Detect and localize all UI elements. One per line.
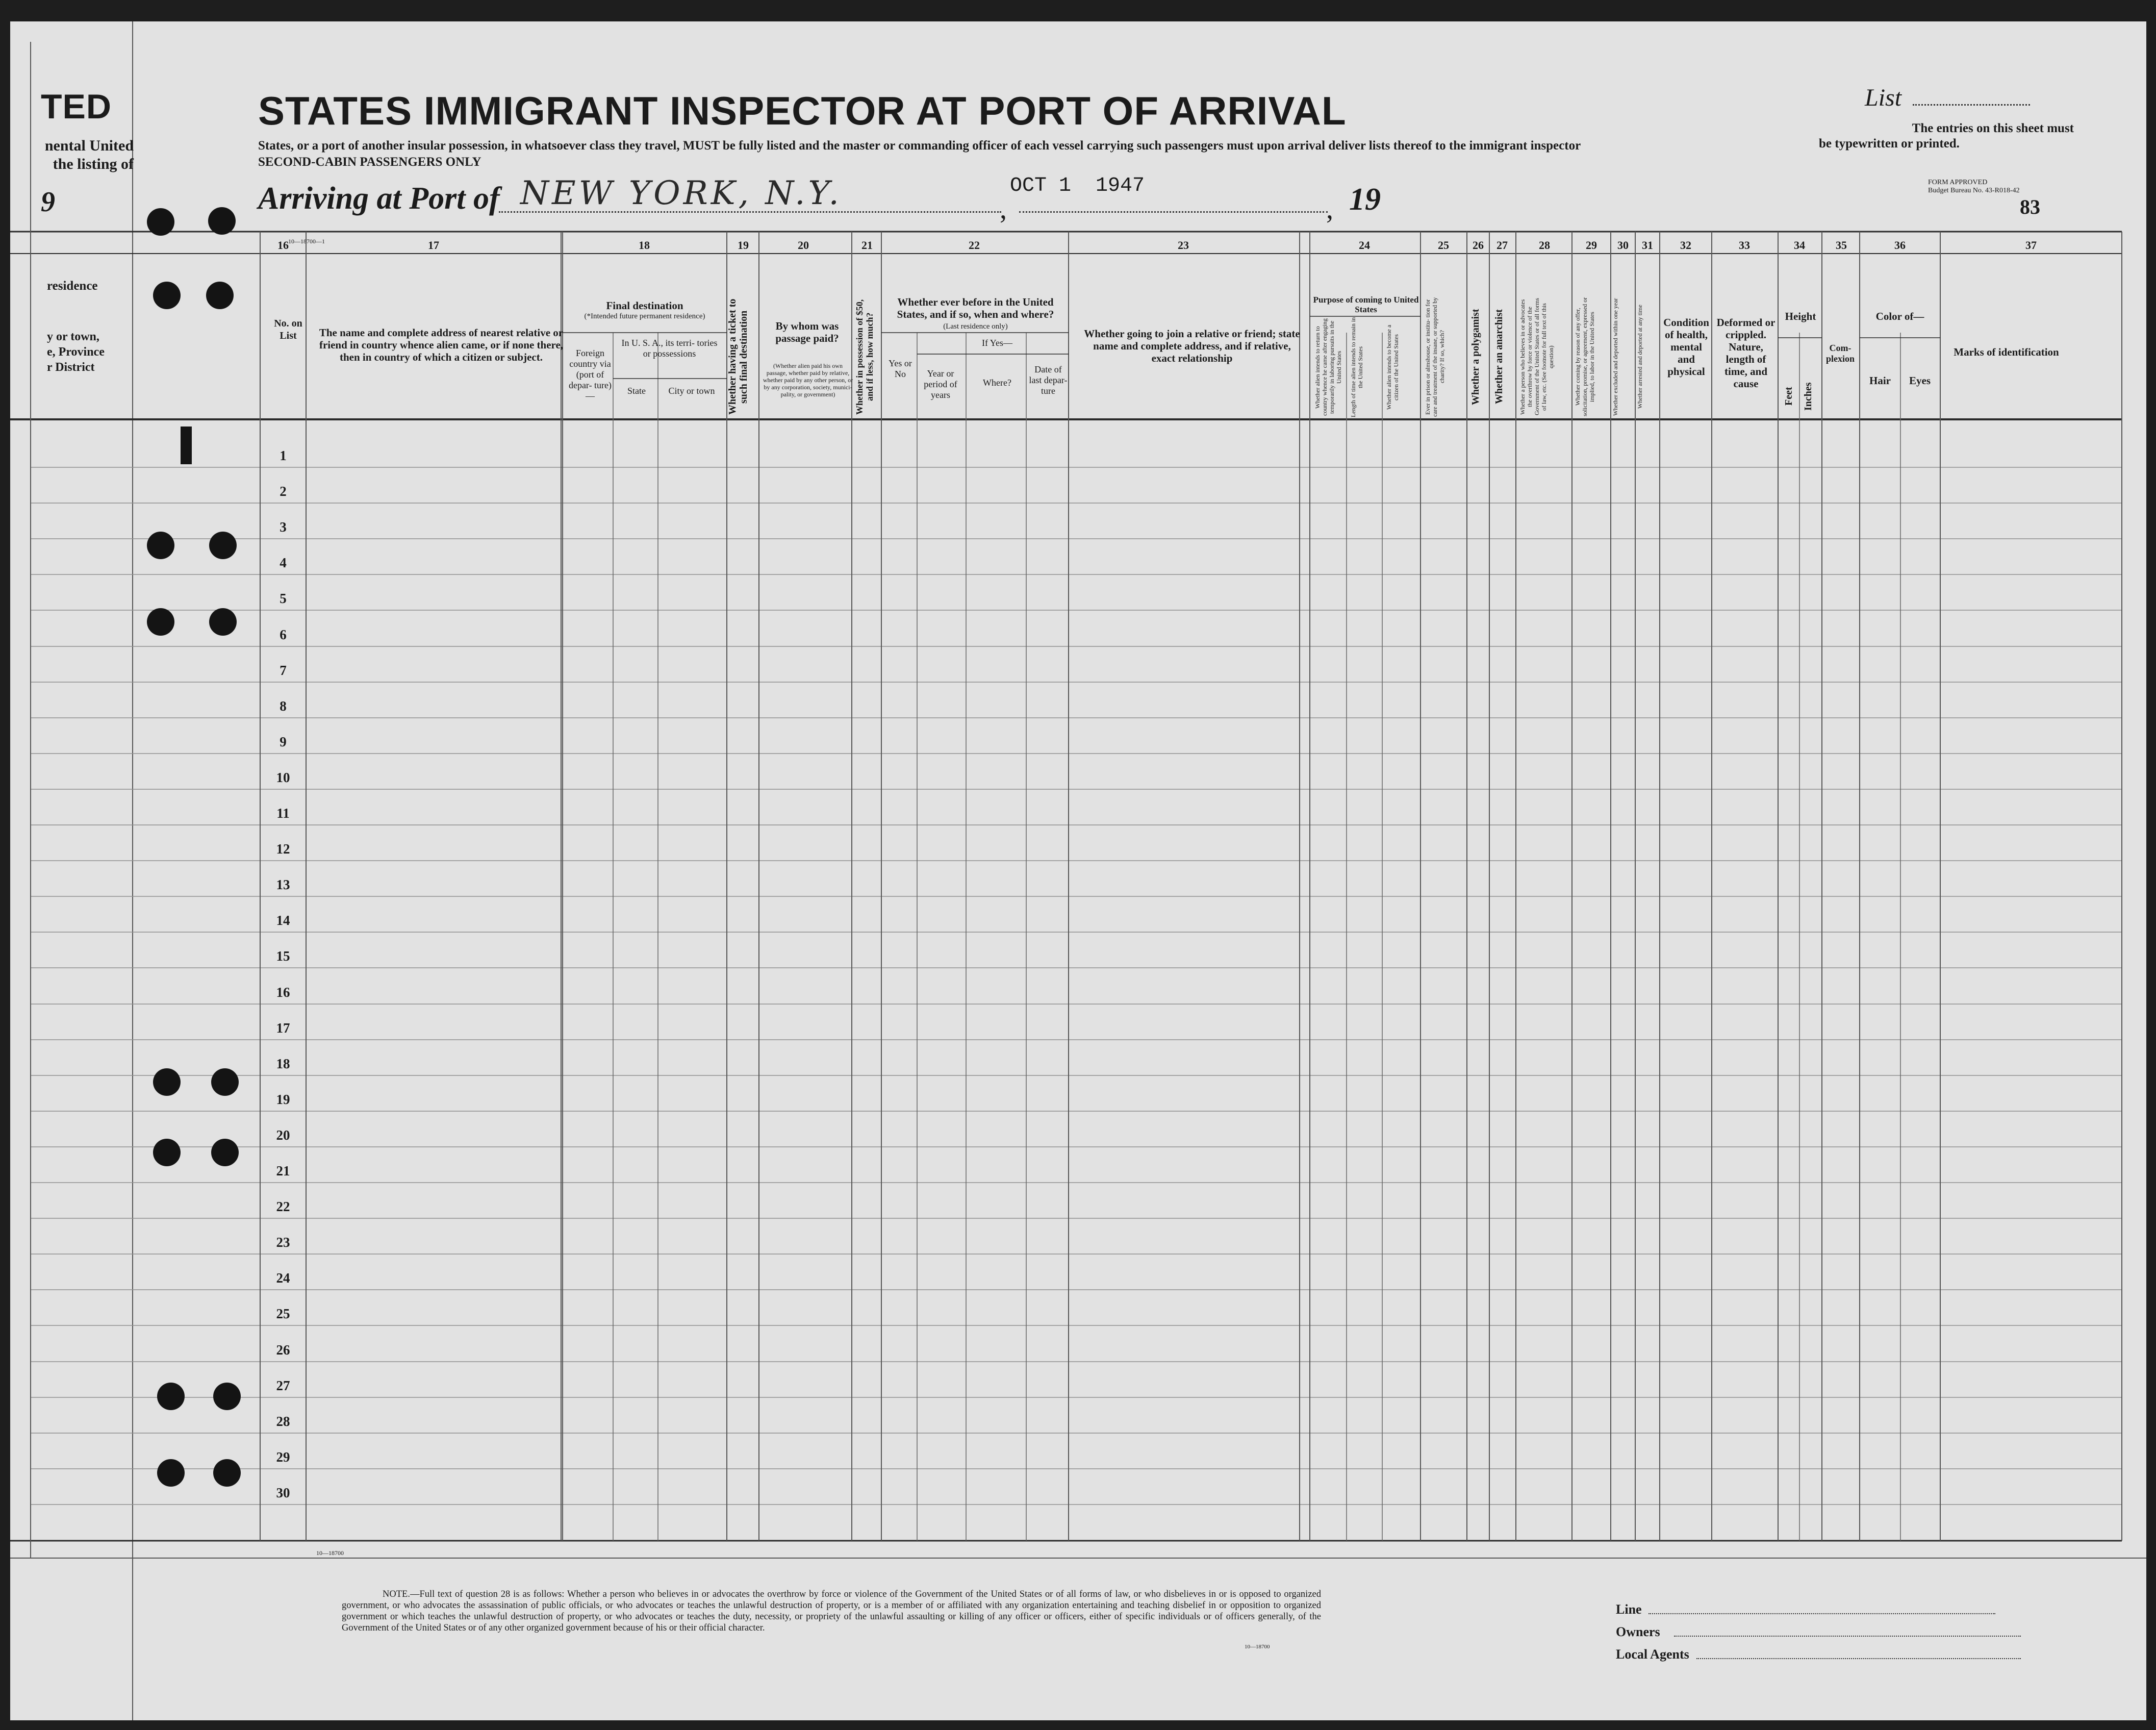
footnote-code: 10—18700 (1245, 1644, 1270, 1650)
row-number: 15 (276, 948, 290, 964)
punch-hole (157, 1383, 185, 1410)
bottom-code: 10—18700 (316, 1549, 344, 1557)
page-title: STATES IMMIGRANT INSPECTOR AT PORT OF ARRIVAL (258, 88, 1347, 133)
city-header: City or town (668, 386, 715, 396)
foreign-country-header: Foreign country via (port of depar- ture)— (568, 348, 612, 401)
labor-offer-header: Whether coming by reason of any offer, solicitation, promise, or agreement, expressed or implied, to labor in the United States (1574, 297, 1595, 417)
arriving-label: Arriving at Port of (258, 181, 500, 216)
row-number: 29 (276, 1449, 290, 1465)
prison-header: Ever in prison or almshouse, or institu- tion for care and treatment of the insane, or supported by charity? If so, which? (1424, 297, 1445, 417)
table-grid (10, 21, 2146, 1720)
no-on-list-header: No. on List (274, 318, 302, 341)
row-number: 7 (280, 663, 287, 678)
row-number: 14 (276, 913, 290, 928)
sheet-number: 83 (2020, 195, 2040, 218)
inches-header: Inches (1803, 382, 1814, 411)
left-district-label: r District (47, 361, 95, 374)
if-yes-header: If Yes— (981, 338, 1012, 348)
punch-hole (209, 608, 237, 636)
punch-hole (213, 1383, 241, 1410)
column-number: 24 (1359, 239, 1370, 252)
left-city-label: y or town, (47, 330, 99, 343)
left-fragment-line1: nental United (44, 137, 134, 154)
line-label: Line (1616, 1602, 1642, 1617)
budget-bureau: Budget Bureau No. 43-R018-42 (1928, 187, 2020, 194)
year-period-header: Year or period of years (924, 368, 957, 400)
punch-hole (153, 1139, 181, 1166)
row-number: 20 (276, 1127, 290, 1143)
column-number: 36 (1894, 239, 1906, 252)
row-number: 28 (276, 1414, 290, 1429)
ever-before-sub: (Last residence only) (943, 322, 1008, 331)
row-number: 27 (276, 1378, 290, 1393)
punch-hole (153, 1068, 181, 1096)
comma-mark: , (1326, 193, 1333, 225)
date-line (1019, 211, 1328, 213)
column-number: 23 (1178, 239, 1189, 252)
row-number: 26 (276, 1342, 290, 1358)
punch-hole (213, 1459, 241, 1487)
column-number: 27 (1496, 239, 1508, 252)
column-number: 16 (277, 239, 289, 252)
left-fragment-digit: 9 (41, 186, 55, 218)
column-number: 28 (1539, 239, 1550, 252)
column-number: 25 (1438, 239, 1449, 252)
where-header: Where? (983, 378, 1011, 388)
row-number: 9 (280, 734, 287, 749)
row-number: 3 (280, 519, 287, 535)
date-departure-header: Date of last depar- ture (1029, 364, 1068, 396)
fifty-dollars-header: Whether in possession of $50, and if less, how much? (854, 299, 875, 415)
column-number: 21 (861, 239, 873, 252)
row-number: 2 (280, 484, 287, 499)
column-number: 37 (2025, 239, 2037, 252)
header-subtitle: States, or a port of another insular possession, in whatsoever class they travel, MUST be fully listed and the master or commanding officer of each vessel carrying such passengers must upon arrival deliver lists thereof to the immigrant inspector (258, 139, 1581, 153)
ever-before-header: Whether ever before in the United States, and if so, when and where? (897, 296, 1054, 320)
row-number: 10 (276, 770, 290, 785)
column-number: 33 (1739, 239, 1750, 252)
color-of-header: Color of— (1875, 310, 1924, 322)
punch-hole (147, 208, 174, 236)
ink-mark (181, 427, 192, 464)
usa-header: In U. S. A., its terri- tories or possessions (621, 338, 718, 359)
manifest-sheet (10, 21, 2146, 1720)
footnote: NOTE.—Full text of question 28 is as follows: Whether a person who believes in or advocates the overthrow by force or violence of the Government of the United States or of all forms of law, or who disbelieves in or is opposed to organized government, or who advocates the assassination of public officials, or who advocates or teaches the unlawful destruction of property, or is a member of or affiliated with any organization entertaining and teaching disbelief in or opposition to organized government or which teaches the unlawful destruction of property, or who advocates or teaches the duty, necessity, or propriety of the unlawful assaulting or killing of any officer or officers, either of specific individuals or of officers generally, of the Government of the United States or of any other organized government because of his or their official character. (342, 1589, 1321, 1633)
left-fragment-title: TED (41, 87, 112, 126)
column-number: 20 (798, 239, 809, 252)
purpose-citizen-header: Whether alien intends to become a citizen of the United States (1385, 324, 1400, 410)
join-relative-header: Whether going to join a relative or friend; state name and complete address, and if relative, exact relationship (1084, 328, 1300, 364)
punch-hole (211, 1068, 239, 1096)
comma-mark: , (1000, 193, 1007, 225)
yes-no-header: Yes or No (889, 358, 912, 379)
owners-label: Owners (1616, 1624, 1660, 1639)
row-number: 24 (276, 1270, 290, 1286)
column-number: 22 (969, 239, 980, 252)
column-number: 29 (1586, 239, 1597, 252)
local-agents-field (1696, 1658, 2021, 1659)
row-number: 19 (276, 1092, 290, 1107)
column-number: 31 (1642, 239, 1653, 252)
row-number: 6 (280, 627, 287, 642)
purpose-length-header: Length of time alien intends to remain in the United States (1350, 317, 1364, 418)
list-line (1913, 104, 2030, 106)
row-number: 11 (276, 806, 290, 821)
row-number: 22 (276, 1199, 290, 1214)
punch-hole (209, 532, 237, 559)
column-number: 32 (1680, 239, 1691, 252)
stamp-date: OCT 1 1947 (1010, 174, 1145, 197)
left-fragment-line2: the listing of (53, 156, 134, 172)
column-number: 30 (1617, 239, 1629, 252)
excluded-header: Whether excluded and deported within one year (1612, 298, 1619, 416)
row-number: 1 (280, 448, 287, 463)
purpose-header: Purpose of coming to United States (1313, 295, 1419, 314)
row-number: 16 (276, 985, 290, 1000)
row-number: 13 (276, 877, 290, 892)
row-number: 30 (276, 1485, 290, 1500)
column-number: 17 (428, 239, 439, 252)
row-number: 5 (280, 591, 287, 606)
final-destination-sub: (*Intended future permanent residence) (584, 312, 705, 320)
local-agents-label: Local Agents (1616, 1647, 1689, 1662)
anarchist-header: Whether an anarchist (1493, 309, 1505, 405)
entries-note-1: The entries on this sheet must (1912, 121, 2074, 135)
punch-hole (157, 1459, 185, 1487)
deformed-header: Deformed or crippled. Nature, length of time, and cause (1716, 316, 1775, 390)
row-number: 18 (276, 1056, 290, 1071)
row-number: 17 (276, 1020, 290, 1036)
row-number: 25 (276, 1306, 290, 1321)
punch-hole (211, 1139, 239, 1166)
ticket-header: Whether having a ticket to such final destination (727, 298, 749, 415)
hair-header: Hair (1869, 374, 1891, 387)
row-number: 8 (280, 698, 287, 714)
punch-hole (208, 207, 236, 235)
height-header: Height (1785, 310, 1816, 322)
passage-paid-sub: (Whether alien paid his own passage, whether paid by relative, whether paid by any other person, or by any corporation, society, munici- pality, or government) (763, 362, 853, 398)
column-number: 18 (639, 239, 650, 252)
final-destination-header: Final destination (606, 299, 683, 312)
row-number: 23 (276, 1235, 290, 1250)
punch-hole (147, 532, 174, 559)
column-number: 26 (1473, 239, 1484, 252)
punch-hole (147, 608, 174, 636)
left-province-label: e, Province (47, 345, 105, 359)
column-number: 35 (1836, 239, 1847, 252)
feet-header: Feet (1783, 387, 1794, 406)
marks-identification-header: Marks of identification (1954, 346, 2059, 358)
polygamist-header: Whether a polygamist (1470, 309, 1481, 405)
punch-hole (153, 282, 181, 309)
passage-paid-header: By whom was passage paid? (775, 320, 839, 344)
small-code: 10—18700—1 (288, 238, 325, 245)
eyes-header: Eyes (1909, 374, 1931, 387)
arrested-header: Whether arrested and deported at any time (1636, 305, 1643, 409)
line-field (1648, 1613, 1995, 1614)
state-header: State (627, 386, 646, 396)
column-number: 19 (738, 239, 749, 252)
purpose-return-header: Whether alien intends to return to country whence he came after engaging temporarily in laboring pursuits in the United States (1314, 318, 1342, 416)
row-number: 21 (276, 1163, 290, 1179)
owners-field (1674, 1636, 2021, 1637)
column-number: 34 (1794, 239, 1805, 252)
relative-address-header: The name and complete address of nearest relative or friend in country whence alien came, or if none there, then in country of which a citizen or subject. (319, 327, 564, 363)
overthrow-header: Whether a person who believes in or advocates the overthrow by force or violence of the Government of the United States or of all forms of law, etc. (See footnote for full text of this question) (1519, 298, 1555, 416)
row-number: 12 (276, 841, 290, 857)
form-approved: FORM APPROVED (1928, 179, 1988, 186)
punch-hole (206, 282, 234, 309)
entries-note-2: be typewritten or printed. (1819, 137, 1960, 151)
health-header: Condition of health, mental and physical (1663, 316, 1709, 378)
port-handwritten: NEW YORK, N.Y. (520, 174, 842, 212)
complexion-header: Com- plexion (1825, 343, 1855, 364)
class-line: SECOND-CABIN PASSENGERS ONLY (258, 155, 481, 169)
year-prefix: 19 (1349, 182, 1381, 217)
left-residence-label: residence (47, 279, 98, 293)
list-label: List (1865, 84, 1902, 111)
row-number: 4 (280, 555, 287, 570)
